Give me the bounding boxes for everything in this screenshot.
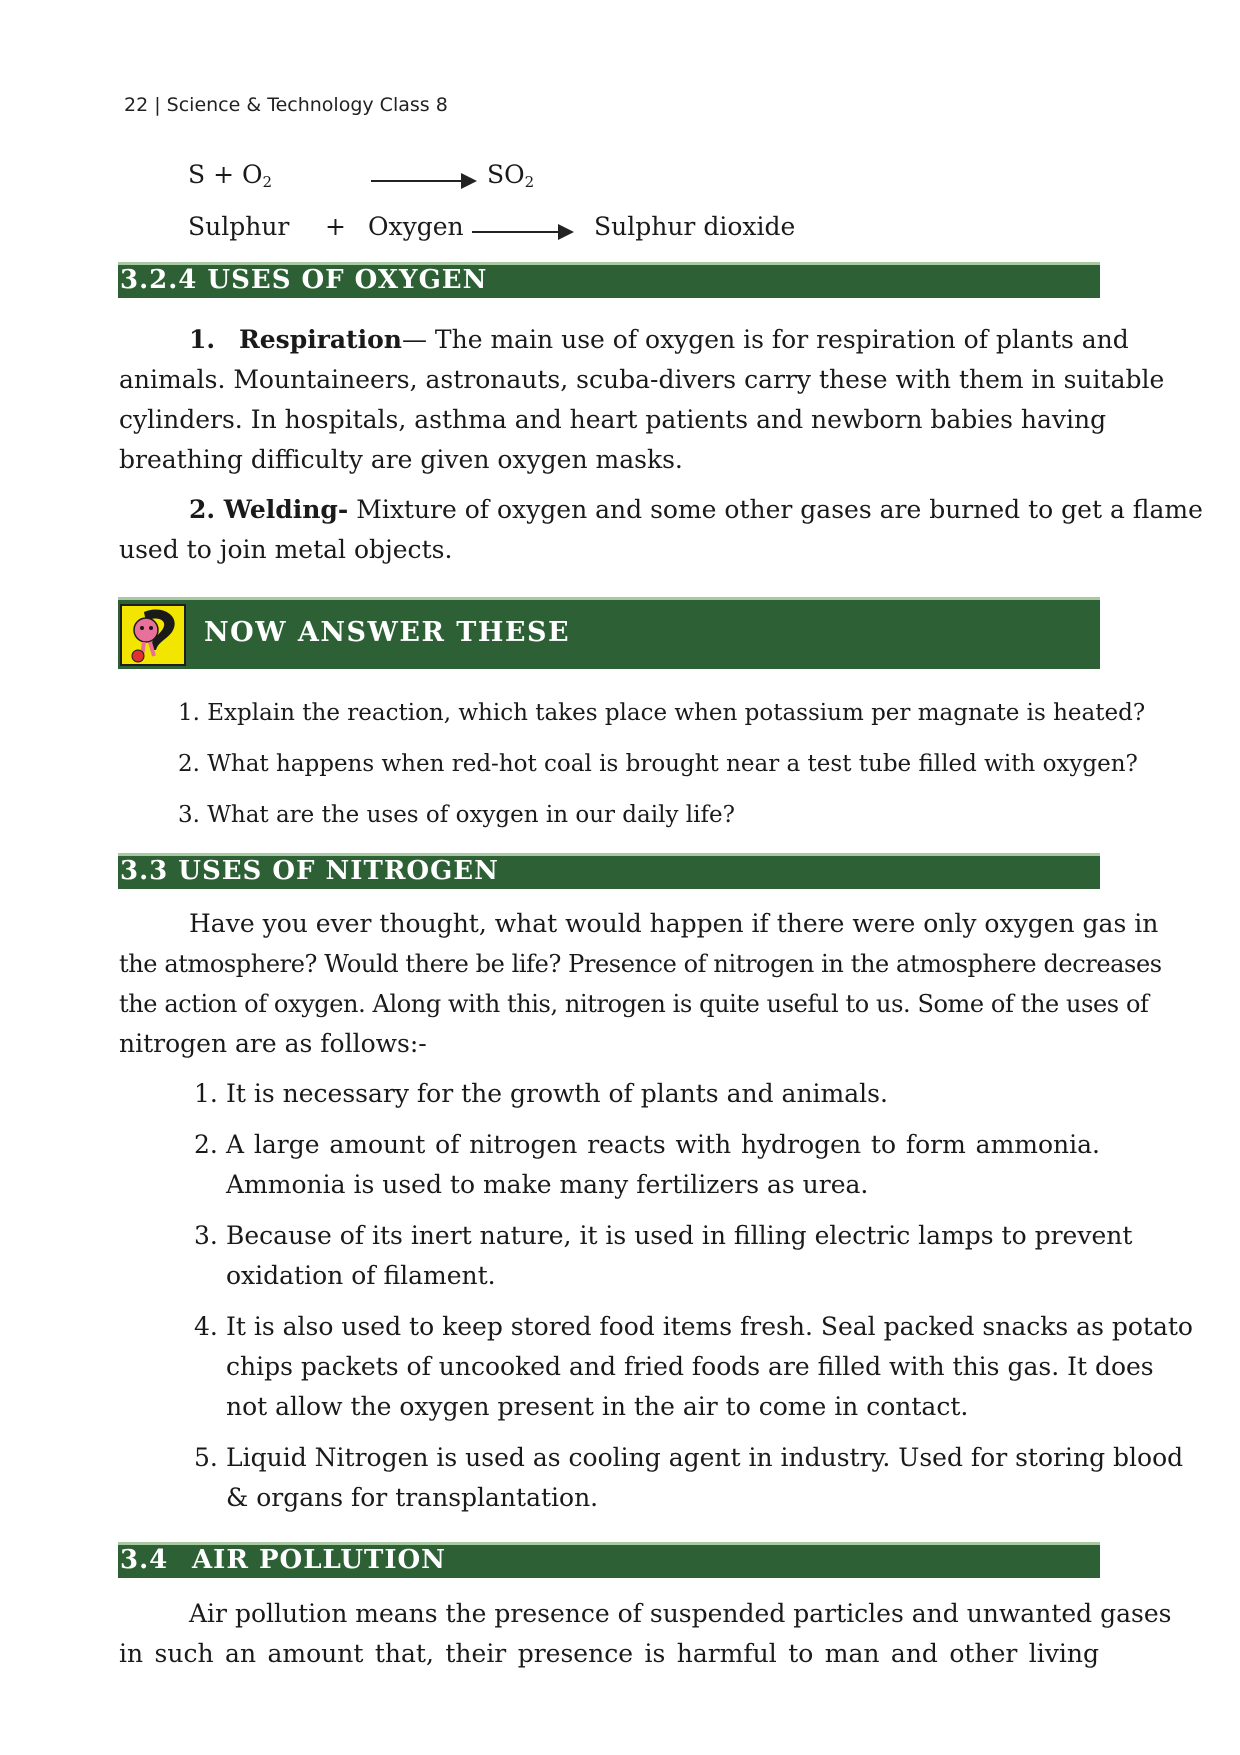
word-sulphur: Sulphur <box>188 212 290 241</box>
list-number: 4. <box>194 1312 218 1341</box>
list-number: 1. <box>194 1079 218 1108</box>
list-number: 2. <box>194 1130 218 1159</box>
list-line: A large amount of nitrogen reacts with hydrogen to form ammonia. <box>226 1130 1100 1159</box>
page-header: 22 | Science & Technology Class 8 <box>124 94 448 116</box>
oxygen-respiration-paragraph <box>119 320 1165 480</box>
paragraph-line: the action of oxygen. Along with this, nitrogen is quite useful to us. Some of the uses of <box>119 990 1149 1018</box>
word-reaction-arrow <box>472 231 572 233</box>
section-title: AIR POLLUTION <box>192 1545 446 1575</box>
list-line: Liquid Nitrogen is used as cooling agent in industry. Used for storing blood <box>226 1443 1184 1472</box>
list-line: oxidation of filament. <box>226 1261 496 1290</box>
section-title: 3.3 USES OF NITROGEN <box>120 856 499 886</box>
paragraph-line: cylinders. In hospitals, asthma and heart patients and newborn babies having <box>119 405 1107 434</box>
paragraph-line: used to join metal objects. <box>119 535 453 564</box>
paragraph-line: Air pollution means the presence of suspended particles and unwanted gases <box>189 1599 1172 1628</box>
word-sulphur-dioxide: Sulphur dioxide <box>594 212 796 241</box>
section-uses-of-oxygen <box>118 262 1100 298</box>
nitrogen-intro-paragraph <box>119 904 1162 1064</box>
paragraph-line: 1. Respiration— The main use of oxygen is for respiration of plants and <box>189 325 1129 354</box>
section-number: 3.4 <box>120 1545 169 1575</box>
list-line: & organs for transplantation. <box>226 1483 599 1512</box>
list-line: not allow the oxygen present in the air to come in contact. <box>226 1392 969 1421</box>
now-answer-these-title: NOW ANSWER THESE <box>204 617 571 648</box>
word-plus: + <box>325 212 346 241</box>
now-answer-these-bar <box>118 597 1100 669</box>
equation-product: $SO_2$ <box>487 160 535 191</box>
question-item: 2. What happens when red-hot coal is brought near a test tube filled with oxygen? <box>178 751 1138 777</box>
question-item: 1. Explain the reaction, which takes place when potassium per magnate is heated? <box>178 700 1146 726</box>
question-mascot-icon <box>120 604 186 666</box>
paragraph-line: the atmosphere? Would there be life? Presence of nitrogen in the atmosphere decreases <box>119 950 1162 978</box>
paragraph-line: in such an amount that, their presence is harmful to man and other living <box>119 1639 1099 1668</box>
paragraph-line: 2. Welding- Mixture of oxygen and some other gases are burned to get a flame <box>189 495 1203 524</box>
list-number: 3. <box>194 1221 218 1250</box>
list-line: Because of its inert nature, it is used in filling electric lamps to prevent <box>226 1221 1133 1250</box>
section-title: 3.2.4 USES OF OXYGEN <box>120 265 488 295</box>
oxygen-welding-paragraph <box>119 490 1203 570</box>
list-line: It is also used to keep stored food items fresh. Seal packed snacks as potato <box>226 1312 1193 1341</box>
list-line: chips packets of uncooked and fried foods are filled with this gas. It does <box>226 1352 1154 1381</box>
list-number: 5. <box>194 1443 218 1472</box>
equation-reactants: $S + O_2$ <box>188 160 273 191</box>
section-air-pollution <box>118 1542 1100 1578</box>
paragraph-line: Have you ever thought, what would happen if there were only oxygen gas in <box>189 909 1159 938</box>
paragraph-line: nitrogen are as follows:- <box>119 1029 427 1058</box>
question-item: 3. What are the uses of oxygen in our daily life? <box>178 802 735 828</box>
word-oxygen: Oxygen <box>368 212 464 241</box>
section-uses-of-nitrogen <box>118 853 1100 889</box>
paragraph-line: breathing difficulty are given oxygen masks. <box>119 445 683 474</box>
air-pollution-paragraph <box>119 1594 1172 1674</box>
list-line: Ammonia is used to make many fertilizers as urea. <box>226 1170 869 1199</box>
list-line: It is necessary for the growth of plants and animals. <box>226 1079 888 1108</box>
paragraph-line: animals. Mountaineers, astronauts, scuba-divers carry these with them in suitable <box>119 365 1165 394</box>
reaction-arrow <box>371 180 475 182</box>
